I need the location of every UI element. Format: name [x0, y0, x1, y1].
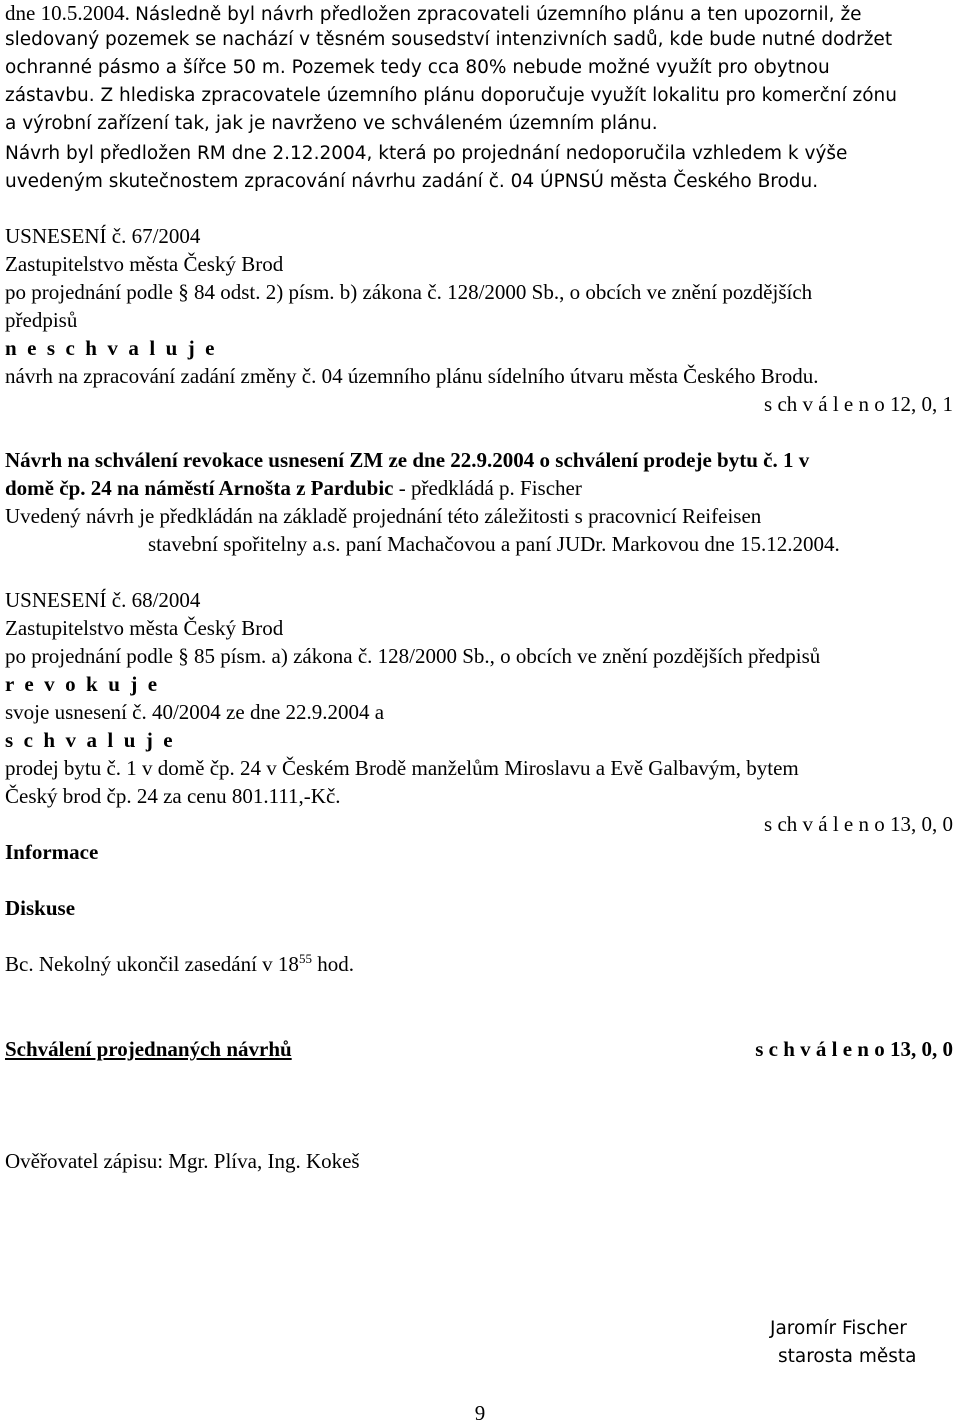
intro-text-fragment: 2004, která po projednání nedoporučila vzhledem k výše [319, 143, 848, 164]
verifier-line: Ověřovatel zápisu: Mgr. Plíva, Ing. Kokeš [5, 1149, 360, 1173]
intro-text-fragment: Návrh byl předložen RM dne 2.12. [5, 143, 320, 164]
resolution-68-text-3: Český brod čp. 24 za cenu 801.111,-Kč. [5, 784, 341, 808]
approval-vote: s c h v á l e n o 13, 0, 0 [755, 1037, 953, 1061]
signature-role: starosta města [778, 1346, 917, 1367]
informace-heading: Informace [5, 840, 99, 864]
intro-date-fragment: dne 10.5.2004. [5, 1, 136, 25]
resolution-67-verb: n e s c h v a l u j e [5, 336, 218, 360]
closing-text: Bc. Nekolný ukončil zasedání v 18 [5, 952, 299, 976]
page-number: 9 [474, 1401, 486, 1425]
resolution-67-law: po projednání podle § 84 odst. 2) písm. b) zákona č. 128/2000 Sb., o obcích ve znění pozdějších [5, 280, 813, 304]
resolution-67-heading: USNESENÍ č. 67/2004 [5, 224, 201, 248]
signature-name: Jaromír Fischer [770, 1318, 907, 1339]
resolution-68-body: Zastupitelstvo města Český Brod [5, 616, 284, 640]
proposal-title-line-1: Návrh na schválení revokace usnesení ZM ze dne 22.9.2004 o schválení prodeje bytu č. 1 v [5, 448, 810, 472]
intro-line-5: a výrobní zařízení tak, jak je navrženo ve schváleném územním plánu. [5, 113, 658, 134]
diskuse-heading: Diskuse [5, 896, 76, 920]
resolution-68-law: po projednání podle § 85 písm. a) zákona č. 128/2000 Sb., o obcích ve znění pozdějších předpisů [5, 644, 821, 668]
intro-text-fragment: 04 ÚPNSÚ města Českého Brodu. [510, 171, 819, 192]
closing-line [5, 951, 354, 977]
intro-line-4: zástavbu. Z hlediska zpracovatele územního plánu doporučuje využít lokalitu pro komerční zónu [5, 85, 897, 106]
proposal-description-line-1: Uvedený návrh je předkládán na základě projednání této záležitosti s pracovnicí Reifeisen [5, 504, 762, 528]
resolution-67-text: návrh na zpracování zadání změny č. 04 územního plánu sídelního útvaru města Českého Brodu. [5, 364, 819, 388]
intro-line-7 [5, 167, 818, 195]
intro-line-3: ochranné pásmo a šířce 50 m. Pozemek tedy cca 80% nebude možné využít pro obytnou [5, 57, 830, 78]
resolution-68-heading: USNESENÍ č. 68/2004 [5, 588, 201, 612]
intro-line-2: sledovaný pozemek se nachází v těsném sousedství intenzivních sadů, kde bude nutné dodržet [5, 29, 893, 50]
approval-label: Schválení projednaných návrhů [5, 1037, 292, 1061]
resolution-68-verb-revokes: r e v o k u j e [5, 672, 160, 696]
resolution-68-text-2: prodej bytu č. 1 v domě čp. 24 v Českém Brodě manželům Miroslavu a Evě Galbavým, bytem [5, 756, 799, 780]
intro-text-fragment: uvedeným skutečnostem zpracování návrhu zadání č. [5, 171, 511, 192]
resolution-67-body: Zastupitelstvo města Český Brod [5, 252, 284, 276]
resolution-67-law-cont: předpisů [5, 308, 78, 332]
resolution-68-text-1: svoje usnesení č. 40/2004 ze dne 22.9.2004 a [5, 700, 385, 724]
resolution-68-vote: s ch v á l e n o 13, 0, 0 [764, 812, 953, 836]
resolution-68-verb-approves: s c h v a l u j e [5, 728, 176, 752]
resolution-67-vote: s ch v á l e n o 12, 0, 1 [764, 392, 953, 416]
proposal-description-line-2: stavební spořitelny a.s. paní Machačovou a paní JUDr. Markovou dne 15.12.2004. [148, 532, 840, 556]
closing-minutes: 55 [298, 951, 312, 966]
closing-suffix: hod. [311, 952, 354, 976]
intro-line-1 [5, 0, 862, 28]
proposal-title-bold: domě čp. 24 na náměstí Arnošta z Pardubic [5, 476, 394, 500]
proposal-presenter: - předkládá p. Fischer [393, 476, 582, 500]
intro-text-fragment: Následně byl návrh předložen zpracovateli územního plánu a ten upozornil, že [135, 4, 862, 25]
intro-line-6 [5, 139, 847, 167]
proposal-title-line-2 [5, 475, 582, 501]
